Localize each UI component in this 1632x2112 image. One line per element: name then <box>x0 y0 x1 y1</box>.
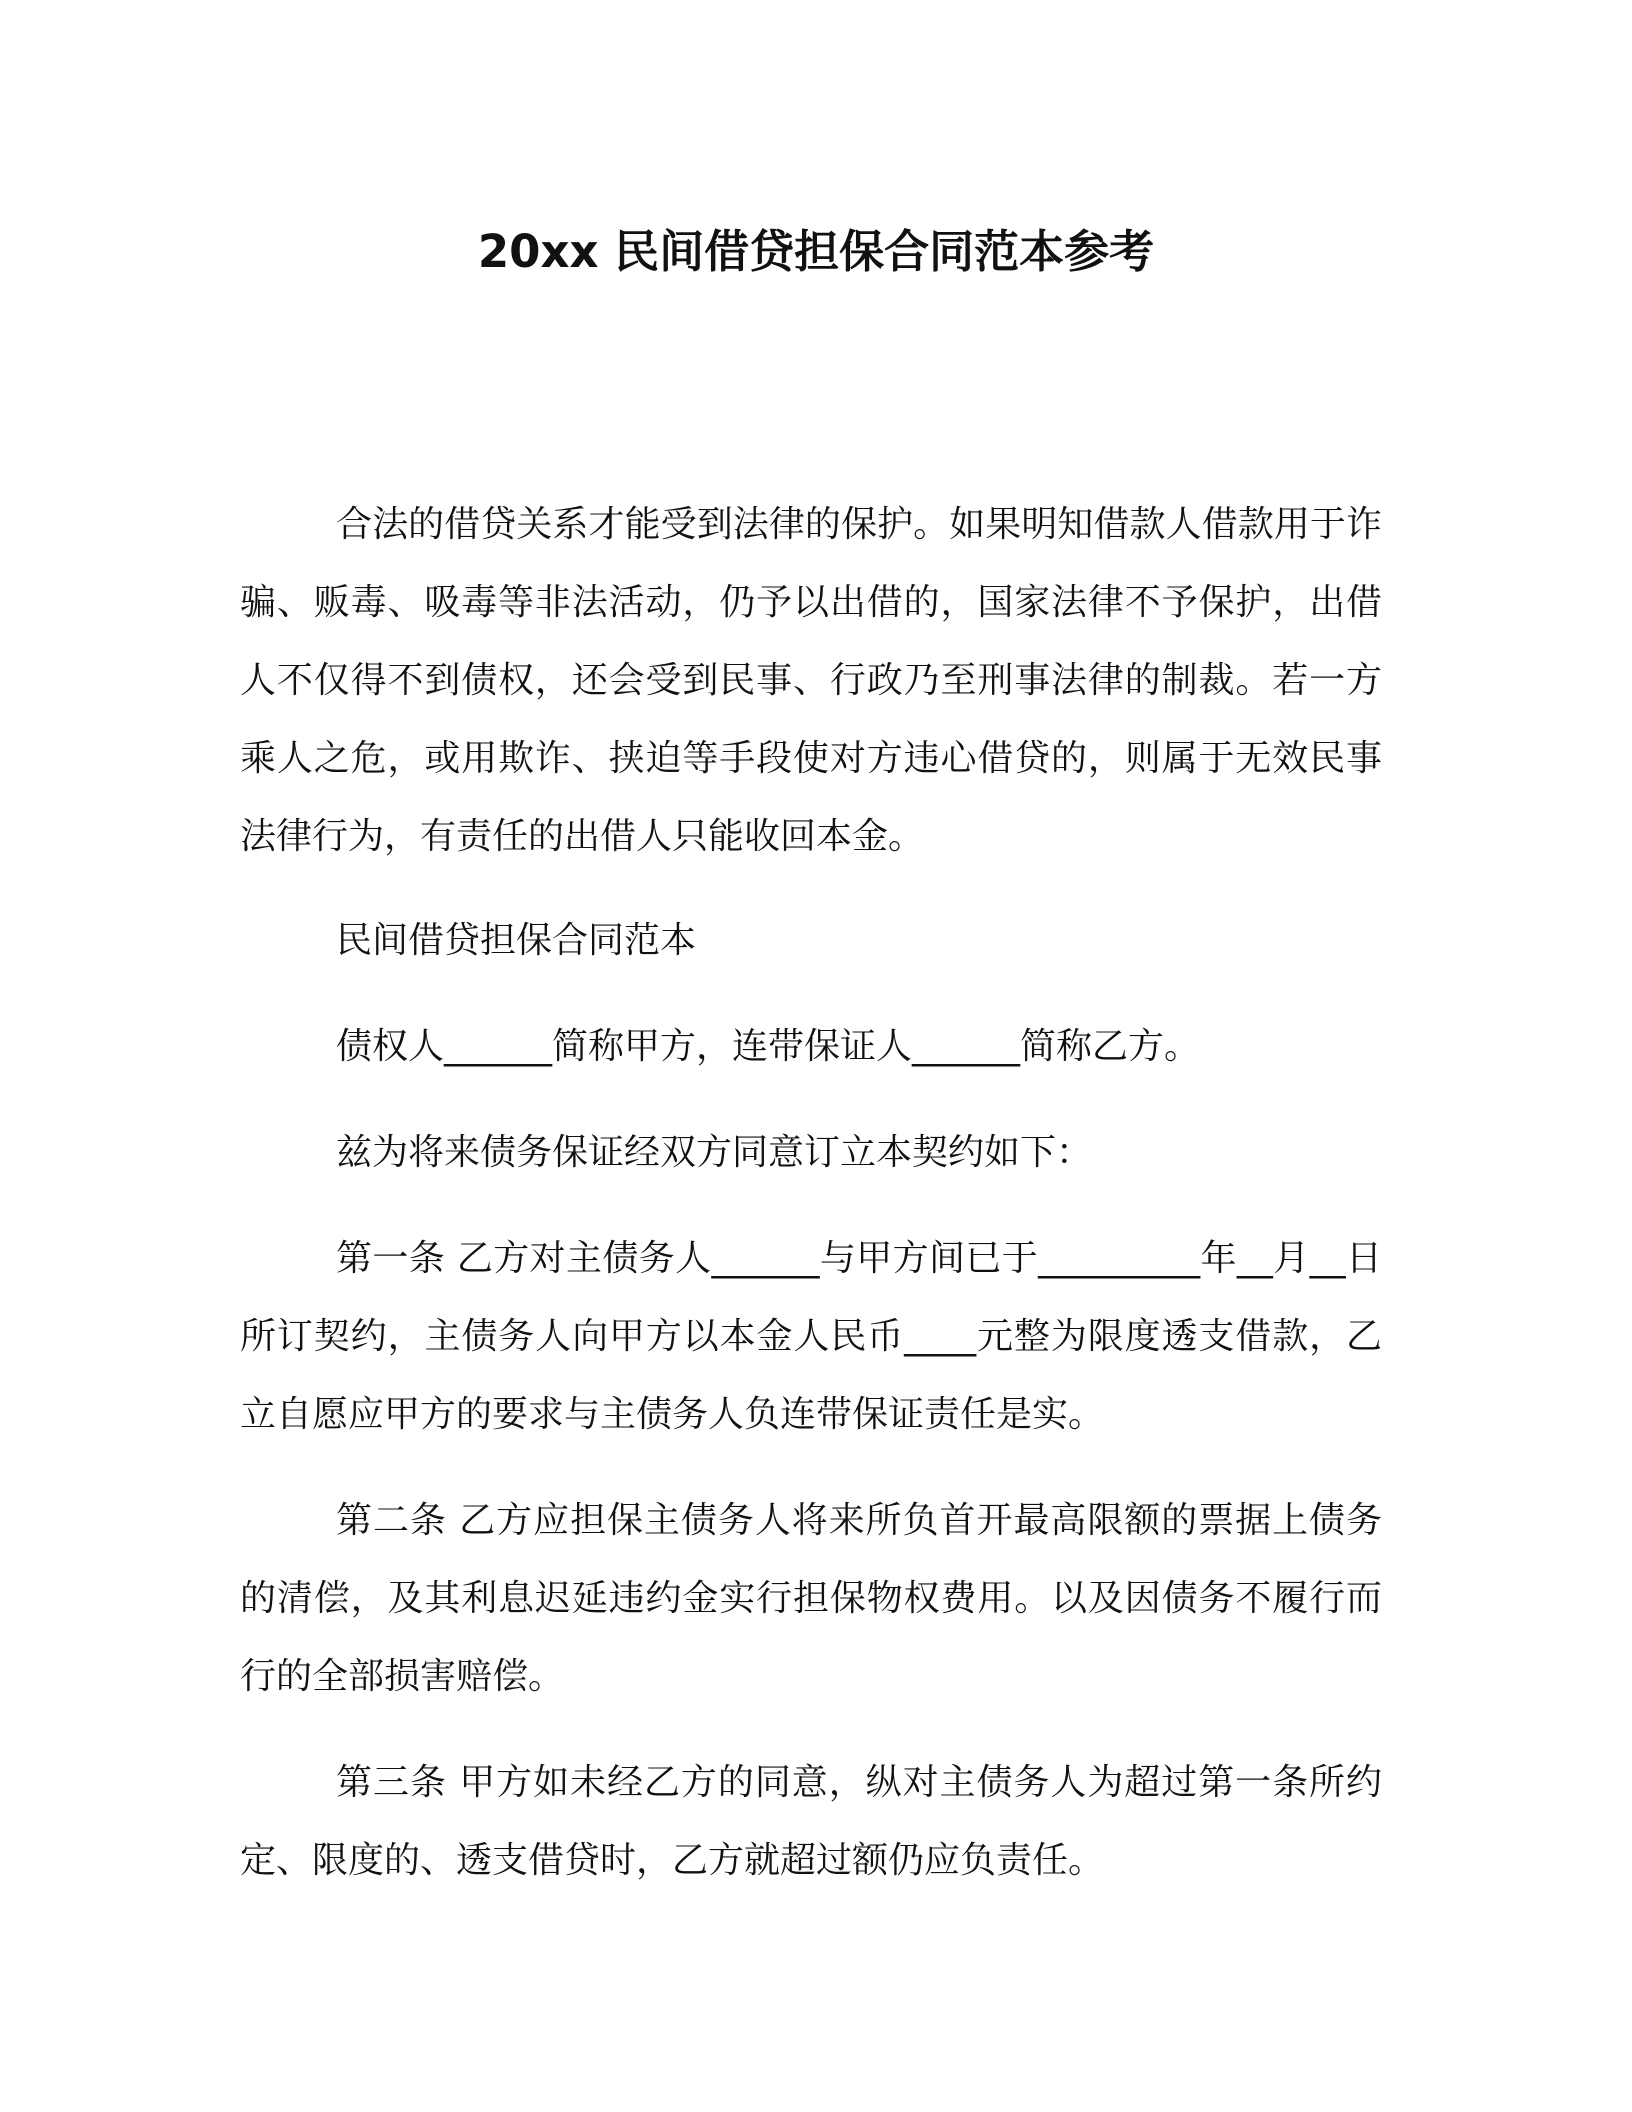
parties-paragraph: 债权人______简称甲方，连带保证人______简称乙方。 <box>336 1026 1201 1067</box>
document-title: 20xx 民间借贷担保合同范本参考 <box>477 225 1155 278</box>
section-heading: 民间借贷担保合同范本 <box>336 920 697 961</box>
article-2-paragraph: 第二条 乙方应担保主债务人将来所负首开最高限额的票据上债务的清偿，及其利息迟延违约金实行担保物权费用。以及因债务不履行而行的全部损害赔偿。 <box>240 1500 1382 1697</box>
agreement-paragraph: 兹为将来债务保证经双方同意订立本契约如下： <box>336 1132 1093 1173</box>
article-3-paragraph: 第三条 甲方如未经乙方的同意，纵对主债务人为超过第一条所约定、限度的、透支借贷时，乙方就超过额仍应负责任。 <box>240 1762 1382 1881</box>
article-1-paragraph: 第一条 乙方对主债务人______与甲方间已于_________年__月__日所订契约，主债务人向甲方以本金人民币____元整为限度透支借款，乙立自愿应甲方的要求与主债务人负连带保证责任是实。 <box>240 1238 1382 1435</box>
intro-paragraph: 合法的借贷关系才能受到法律的保护。如果明知借款人借款用于诈骗、贩毒、吸毒等非法活动，仍予以出借的，国家法律不予保护，出借人不仅得不到债权，还会受到民事、行政乃至刑事法律的制裁。若一方乘人之危，或用欺诈、挟迫等手段使对方违心借贷的，则属于无效民事法律行为，有责任的出借人只能收回本金。 <box>240 504 1382 857</box>
document-body <box>240 486 1382 1900</box>
